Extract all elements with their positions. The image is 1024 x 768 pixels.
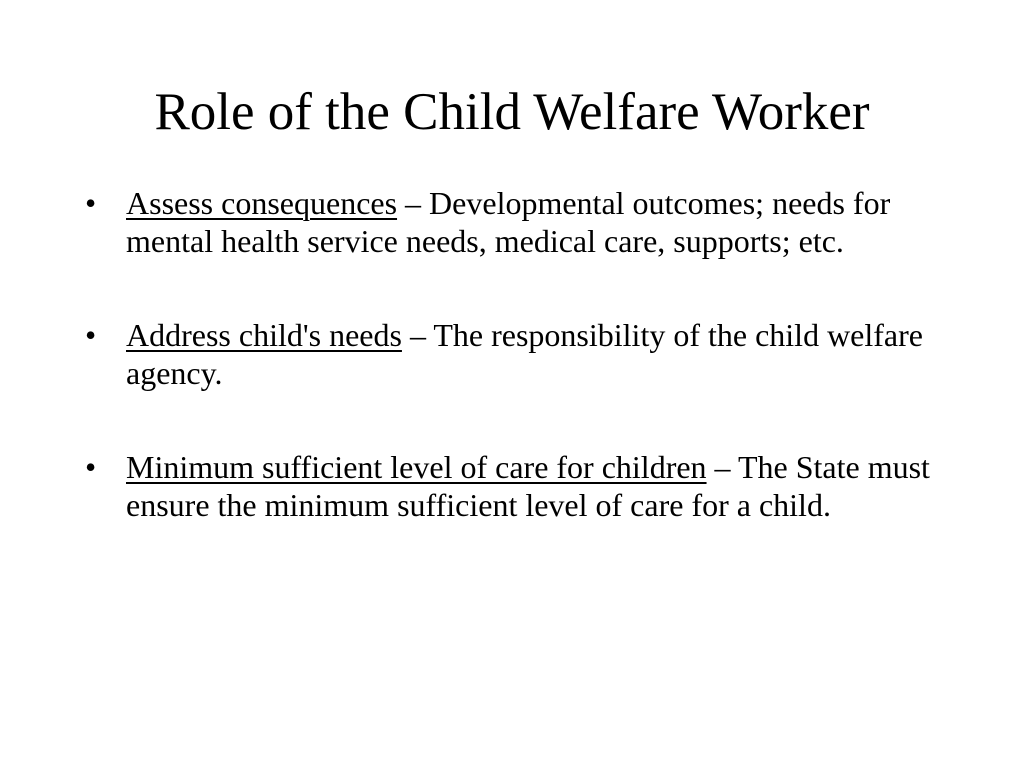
bullet-item-address-childs-needs [85,316,955,392]
bullet-description: – The responsibility of the child welfare agency. [126,317,923,391]
bullet-term: Address child's needs [126,317,402,353]
bullet-description: – Developmental outcomes; needs for mental health service needs, medical care, supports; etc. [126,185,891,259]
bullet-icon: • [85,185,97,221]
bullet-description: – The State must ensure the minimum sufficient level of care for a child. [126,449,930,523]
bullet-item-minimum-sufficient-level-of-care [85,448,955,524]
bullet-icon: • [85,449,97,485]
bullet-term: Assess consequences [126,185,398,221]
bullet-list [85,184,955,524]
slide-title: Role of the Child Welfare Worker [154,83,870,141]
bullet-item-assess-consequences [85,184,955,260]
bullet-term: Minimum sufficient level of care for children [126,449,707,485]
bullet-icon: • [85,317,97,353]
